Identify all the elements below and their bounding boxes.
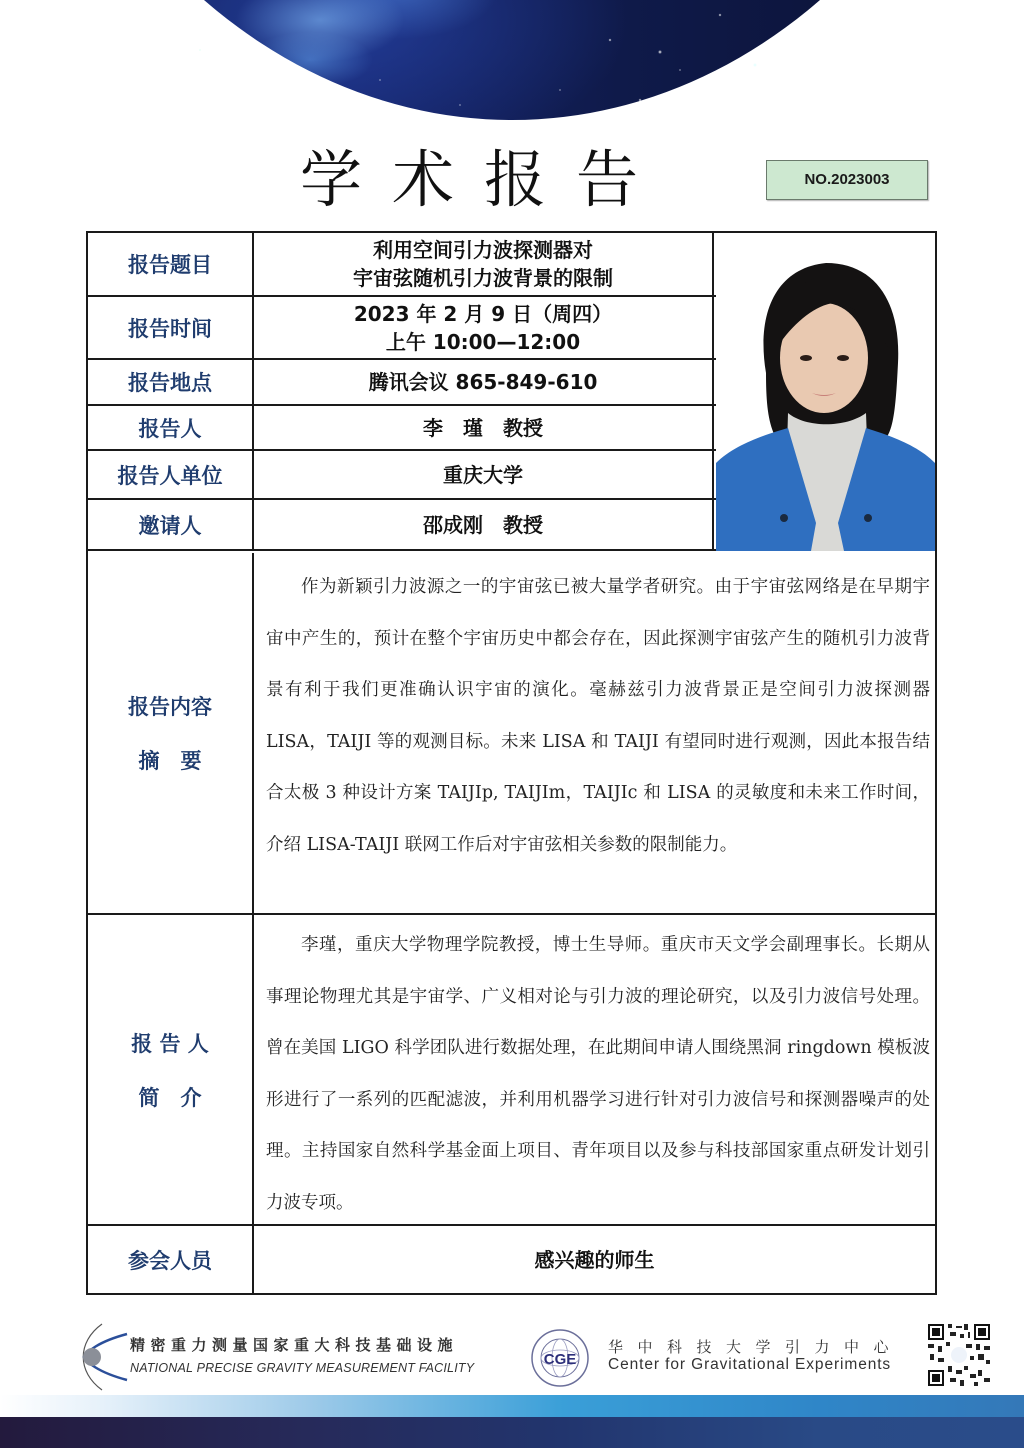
report-number-badge: NO.2023003 [766, 160, 928, 200]
cge-logo-icon [530, 1328, 590, 1388]
topic-label: 报告题目 [88, 233, 254, 295]
speaker-value: 李 瑾 教授 [254, 406, 714, 449]
galaxy-banner [0, 0, 1024, 125]
row-attendees [88, 1226, 935, 1293]
speaker-portrait-icon [716, 233, 935, 551]
report-info-table [86, 231, 937, 1295]
abstract-label [88, 553, 254, 913]
venue-value: 腾讯会议 865-849-610 [254, 360, 714, 404]
attendees-value: 感兴趣的师生 [534, 1247, 655, 1272]
bio-label-line-1: 报 告 人 [131, 1031, 209, 1056]
topic-value [254, 233, 714, 295]
footer-dark-band [0, 1417, 1024, 1448]
row-bio [88, 915, 935, 1226]
facility-name-en: NATIONAL PRECISE GRAVITY MEASUREMENT FACILITY [130, 1361, 475, 1375]
bio-label-line-2: 简 介 [138, 1085, 202, 1110]
time-label: 报告时间 [88, 297, 254, 358]
bio-label [88, 915, 254, 1224]
host-label: 邀请人 [88, 500, 254, 549]
qr-code-icon [926, 1322, 992, 1388]
date-line: 2023 年 2 月 9 日（周四） [353, 301, 613, 326]
attendees-label: 参会人员 [88, 1226, 254, 1293]
topic-line-2: 宇宙弦随机引力波背景的限制 [353, 266, 613, 290]
row-abstract [88, 553, 935, 915]
speaker-photo [716, 233, 935, 551]
affiliation-value: 重庆大学 [254, 451, 714, 498]
galaxy-image [0, 0, 1024, 120]
footer-light-band [0, 1395, 1024, 1417]
cge-logo-text: CGE [543, 1351, 577, 1368]
abstract-label-line-1: 报告内容 [128, 695, 212, 719]
topic-line-1: 利用空间引力波探测器对 [373, 238, 593, 262]
cge-name-cn: 华中科技大学引力中心 [608, 1338, 904, 1356]
speaker-label: 报告人 [88, 406, 254, 449]
abstract-text: 作为新颖引力波源之一的宇宙弦已被大量学者研究。由于宇宙弦网络是在早期宇宙中产生的，预计在整个宇宙历史中都会存在，因此探测宇宙弦产生的随机引力波背景有利于我们更准确认识宇宙的演化。毫赫兹引力波背景正是空间引力波探测器 LISA，TAIJI 等的观测目标。未来 LISA 和 TAIJI 有望同时进行观测，因此本报告结合太极 3 种设计方案 TAIJIp, TAIJIm，TAIJIc 和 LISA 的灵敏度和未来工作时间，介绍 LISA-TAIJI 联网工作后对宇宙弦相关参数的限制能力。 [266, 577, 930, 855]
cge-name-en: Center for Gravitational Experiments [608, 1356, 892, 1373]
bio-text: 李瑾，重庆大学物理学院教授，博士生导师。重庆市天文学会副理事长。长期从事理论物理尤其是宇宙学、广义相对论与引力波的理论研究，以及引力波信号处理。曾在美国 LIGO 科学团队进行数据处理，在此期间申请人围绕黑洞 ringdown 模板波形进行了一系列的匹配滤波，并利用机器学习进行针对引力波信号和探测器噪声的处理。主持国家自然科学基金面上项目、青年项目以及参与科技部国家重点研发计划引力波专项。 [266, 935, 930, 1213]
hours-line: 上午 10:00—12:00 [385, 329, 581, 354]
host-value: 邵成刚 教授 [254, 500, 714, 549]
abstract-label-line-2: 摘 要 [138, 749, 202, 773]
facility-logo-icon [72, 1322, 132, 1392]
page-title: 学术报告 [300, 143, 669, 216]
venue-label: 报告地点 [88, 360, 254, 404]
affiliation-label: 报告人单位 [88, 451, 254, 498]
time-value [254, 297, 714, 358]
facility-name-cn: 精密重力测量国家重大科技基础设施 [130, 1336, 459, 1354]
